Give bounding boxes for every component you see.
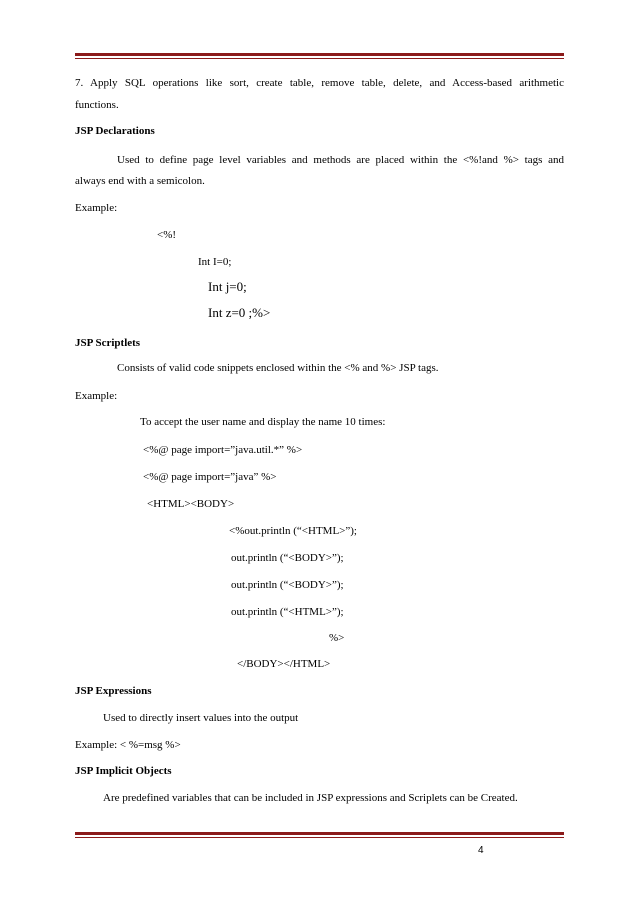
declarations-desc-line-2: always end with a semicolon.: [75, 175, 205, 187]
section-heading-scriptlets: JSP Scriptlets: [75, 337, 141, 349]
scriptlets-html-open: <HTML><BODY>: [147, 498, 235, 510]
declarations-code-line: Int j=0;: [208, 279, 247, 294]
header-rule: [75, 53, 564, 59]
expressions-desc: Used to directly insert values into the output: [103, 712, 299, 724]
section-heading-declarations: JSP Declarations: [75, 125, 155, 137]
page-number: 4: [478, 845, 484, 856]
section-heading-implicit-objects: JSP Implicit Objects: [75, 765, 172, 777]
implicit-objects-desc: Are predefined variables that can be included in JSP expressions and Scriplets can be Created.: [103, 792, 518, 804]
intro-line-1: 7. Apply SQL operations like sort, create table, remove table, delete, and Access-based arithmetic: [75, 77, 564, 89]
scriptlets-println-line: <%out.println (“<HTML>”);: [229, 525, 357, 537]
expressions-example: Example: < %=msg %>: [75, 739, 181, 751]
declarations-code-line: Int z=0 ;%>: [208, 305, 271, 320]
declarations-example-label: Example:: [75, 202, 118, 214]
section-heading-expressions: JSP Expressions: [75, 685, 152, 697]
scriptlets-example-label: Example:: [75, 390, 118, 402]
scriptlets-close-tag: %>: [329, 632, 345, 644]
intro-line-2: functions.: [75, 99, 119, 111]
scriptlets-println-line: out.println (“<BODY>”);: [231, 552, 344, 564]
scriptlets-example-intro: To accept the user name and display the name 10 times:: [140, 416, 386, 428]
scriptlets-import-line: <%@ page import=”java.util.*” %>: [143, 444, 303, 456]
scriptlets-desc: Consists of valid code snippets enclosed within the <% and %> JSP tags.: [117, 362, 439, 374]
declarations-code-line: Int I=0;: [198, 256, 232, 268]
scriptlets-println-line: out.println (“<BODY>”);: [231, 579, 344, 591]
scriptlets-import-line: <%@ page import=”java” %>: [143, 471, 277, 483]
footer-rule: [75, 832, 564, 838]
scriptlets-html-close: </BODY></HTML>: [237, 658, 331, 670]
declarations-code-line: <%!: [157, 229, 177, 241]
scriptlets-println-line: out.println (“<HTML>”);: [231, 606, 344, 618]
declarations-desc-line-1: Used to define page level variables and methods are placed within the <%!and %> tags and: [117, 154, 564, 166]
